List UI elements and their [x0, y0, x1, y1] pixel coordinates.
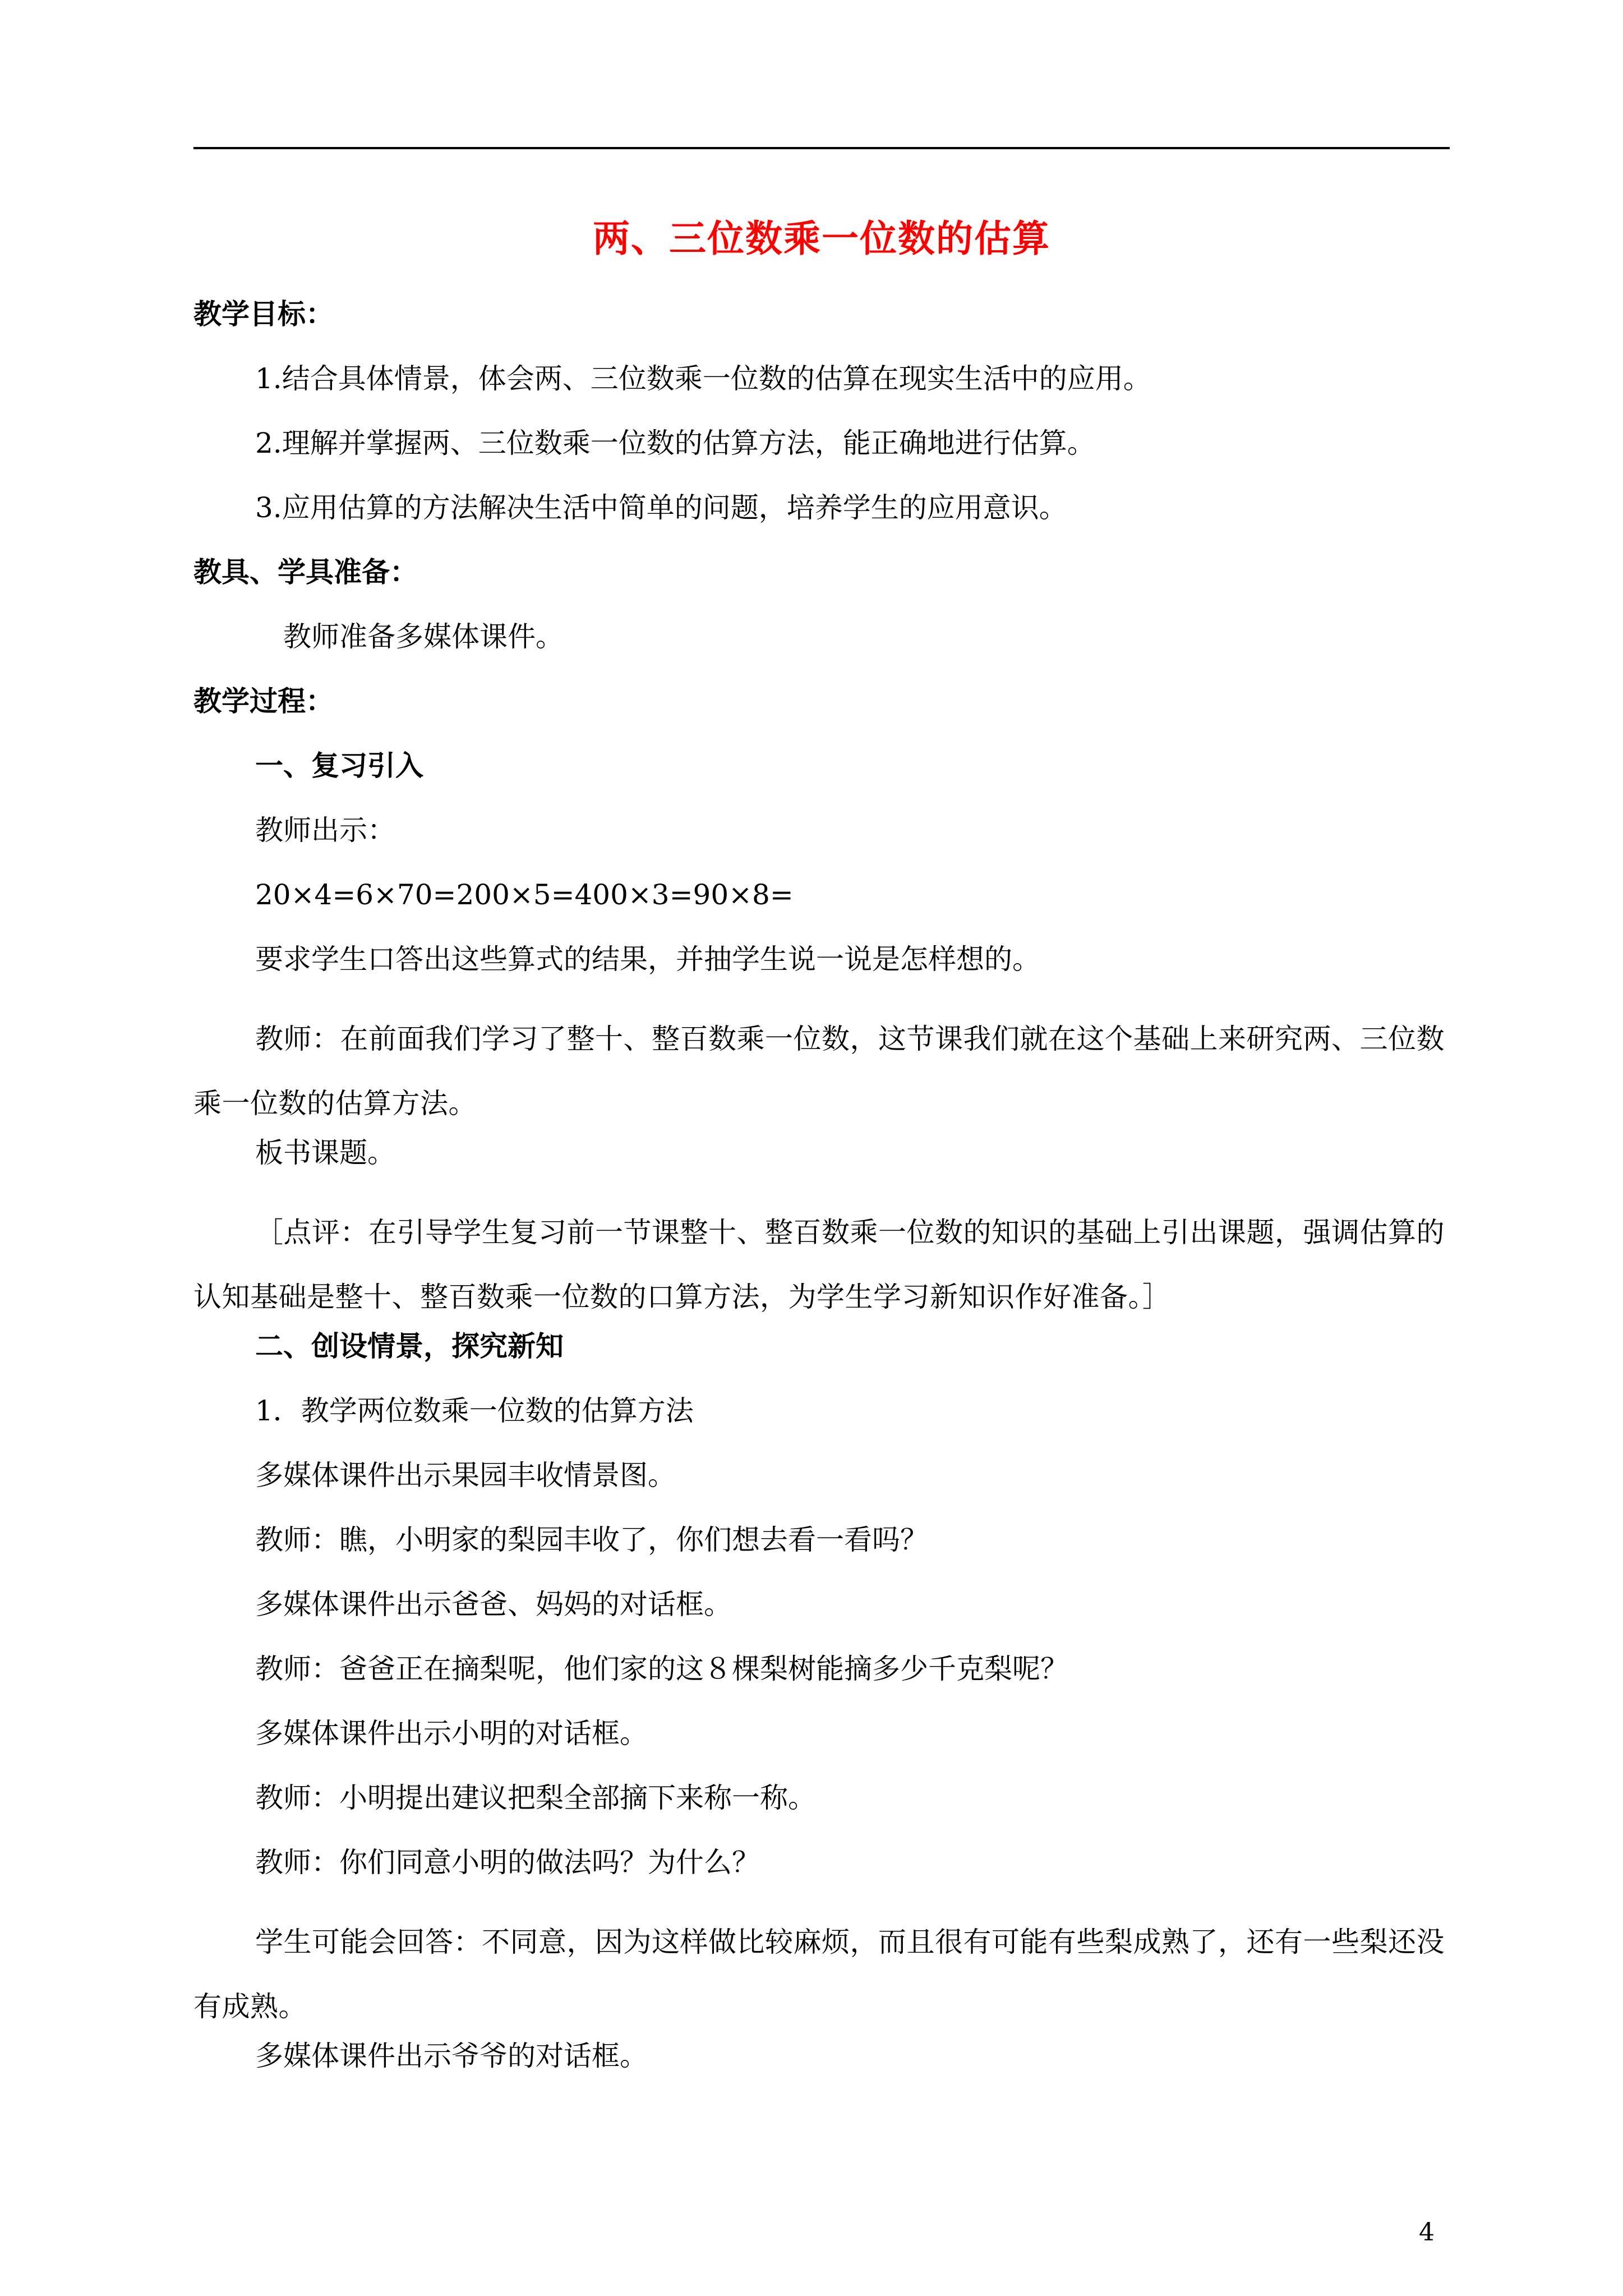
document-body: [193, 297, 1450, 2073]
goals-heading: 教学目标：: [193, 297, 334, 330]
part2-line: 学生可能会回答：不同意，因为这样做比较麻烦，而且很有可能有些梨成熟了，还有一些梨还没有成熟。: [193, 1926, 1445, 2023]
ask-students: 要求学生口答出这些算式的结果，并抽学生说一说是怎样想的。: [255, 943, 1040, 976]
part2-line: 教师：爸爸正在摘梨呢，他们家的这８棵梨树能摘多少千克梨呢？: [255, 1653, 1068, 1685]
equations: 20×4=6×70=200×5=400×3=90×8=: [255, 878, 794, 911]
part2-line: 教师：你们同意小明的做法吗？为什么？: [255, 1846, 760, 1879]
part2-line: 教师：小明提出建议把梨全部摘下来称一称。: [255, 1782, 816, 1814]
header-rule: [193, 147, 1450, 149]
part2-line: 多媒体课件出示爸爸、妈妈的对话框。: [255, 1588, 732, 1621]
comment: ［点评：在引导学生复习前一节课整十、整百数乘一位数的知识的基础上引出课题，强调估算的认知基础是整十、整百数乘一位数的口算方法，为学生学习新知识作好准备。］: [193, 1216, 1445, 1313]
teacher-show: 教师出示：: [255, 814, 395, 846]
part2-line: 多媒体课件出示小明的对话框。: [255, 1717, 648, 1750]
part1-heading: 一、复习引入: [255, 749, 423, 782]
part2-line: 多媒体课件出示爷爷的对话框。: [255, 2040, 648, 2072]
goal-item: 1.结合具体情景，体会两、三位数乘一位数的估算在现实生活中的应用。: [255, 362, 1151, 395]
teacher-intro: 教师：在前面我们学习了整十、整百数乘一位数，这节课我们就在这个基础上来研究两、三位数乘一位数的估算方法。: [193, 1023, 1445, 1120]
prep-text: 教师准备多媒体课件。: [283, 620, 564, 653]
prep-heading: 教具、学具准备：: [193, 555, 418, 588]
page-number: 4: [1419, 2218, 1435, 2247]
part2-heading: 二、创设情景，探究新知: [255, 1329, 564, 1363]
goal-item: 2.理解并掌握两、三位数乘一位数的估算方法，能正确地进行估算。: [255, 427, 1095, 459]
board-title: 板书课题。: [255, 1137, 395, 1169]
part2-line: 教师：瞧，小明家的梨园丰收了，你们想去看一看吗？: [255, 1524, 928, 1556]
process-heading: 教学过程：: [193, 684, 334, 717]
goal-item: 3.应用估算的方法解决生活中简单的问题，培养学生的应用意识。: [255, 491, 1067, 524]
document-title: 两、三位数乘一位数的估算: [593, 217, 1050, 260]
part2-sub1: 1．教学两位数乘一位数的估算方法: [255, 1395, 694, 1427]
part2-line: 多媒体课件出示果园丰收情景图。: [255, 1459, 676, 1492]
